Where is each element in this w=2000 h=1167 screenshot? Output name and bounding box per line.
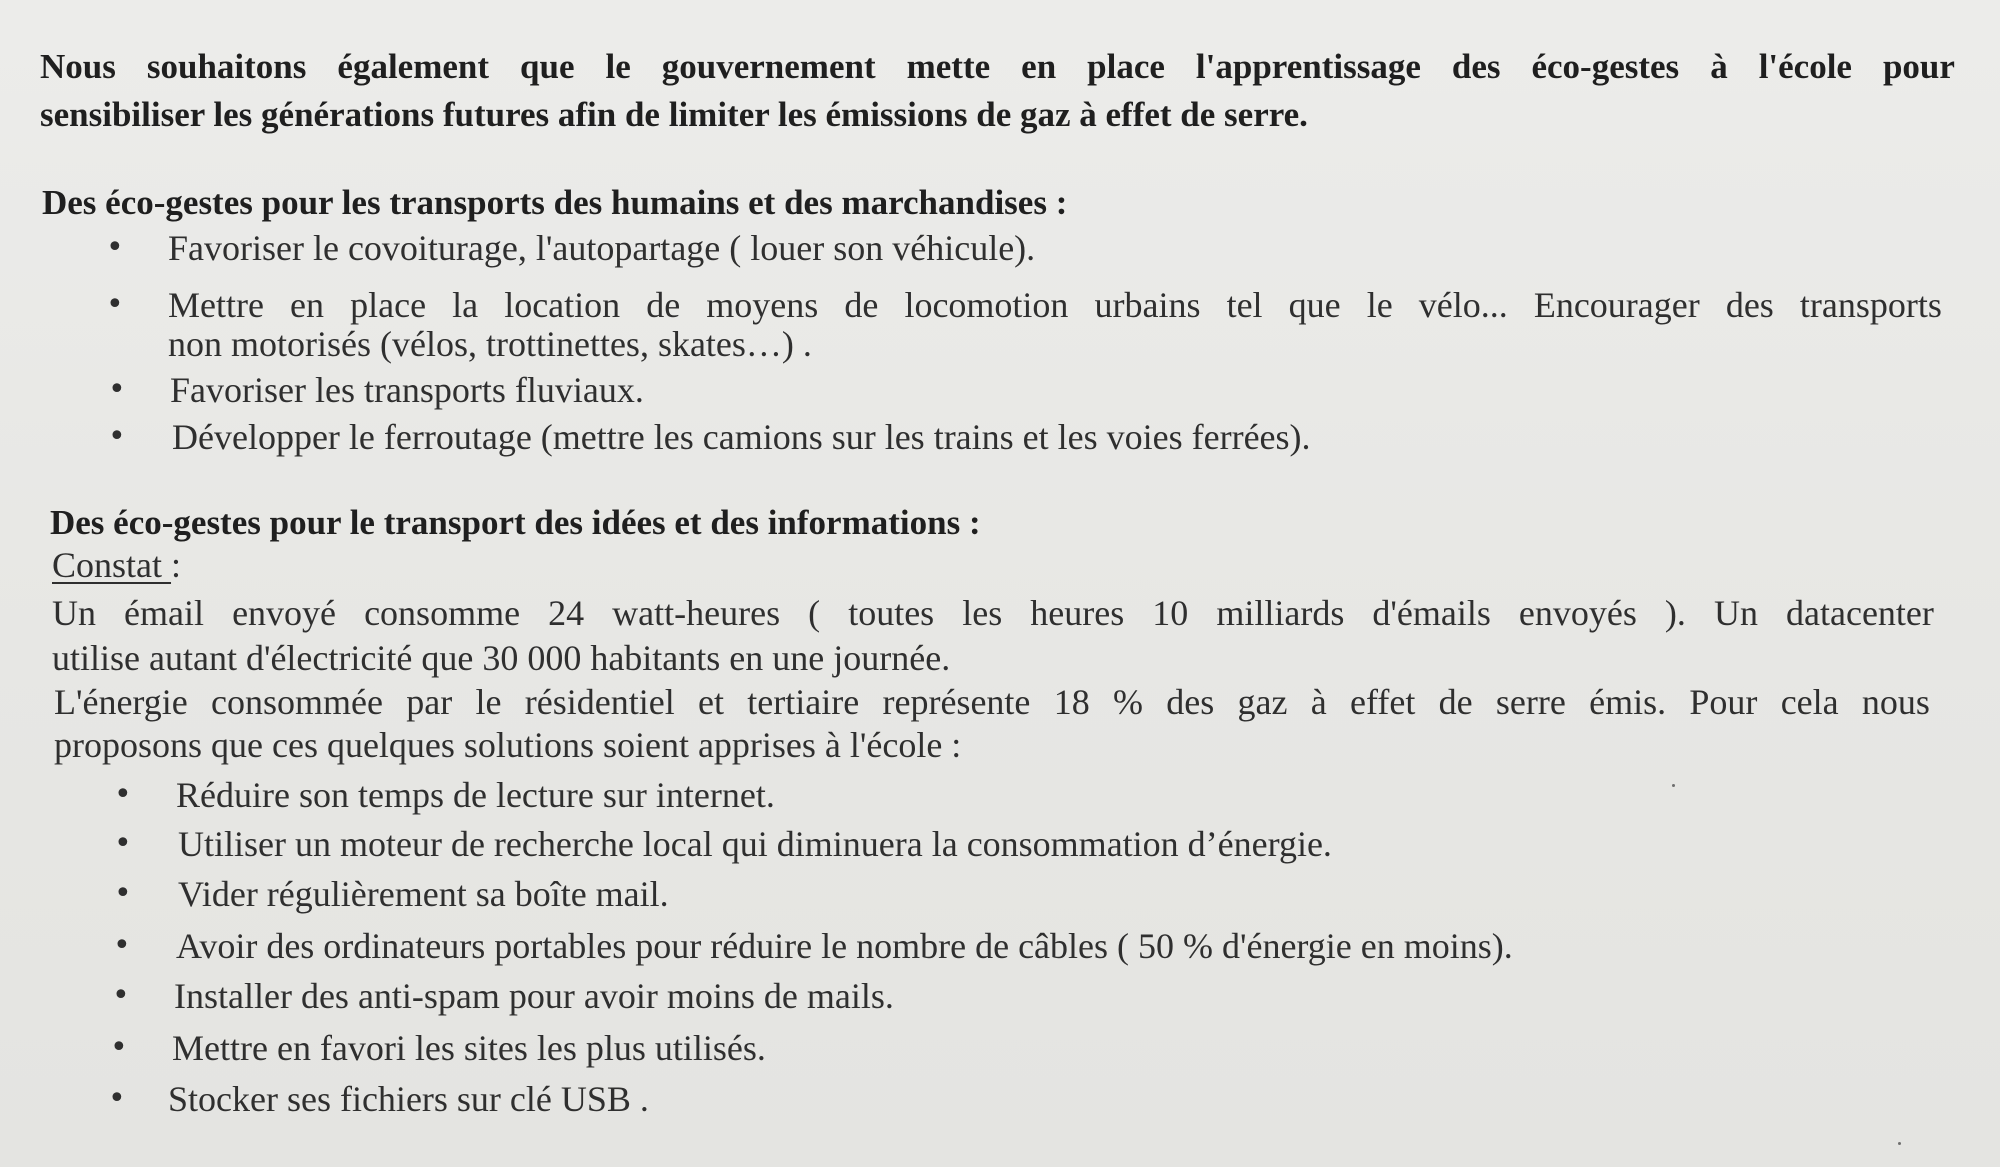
word: à: [1310, 682, 1327, 722]
scan-speck: [1898, 1142, 1901, 1145]
word: toutes: [848, 593, 935, 633]
ideas-item-1: Réduire son temps de lecture sur internet.: [176, 775, 775, 815]
word: en: [290, 285, 325, 325]
ideas-item-4: Avoir des ordinateurs portables pour réduire le nombre de câbles ( 50 % d'énergie en moins).: [176, 926, 1513, 966]
word: le: [1366, 285, 1393, 325]
ideas-item-3: Vider régulièrement sa boîte mail.: [178, 874, 669, 914]
word: serre: [1495, 682, 1566, 722]
transport-item-2-line-2: non motorisés (vélos, trottinettes, skates…) .: [168, 324, 812, 364]
word: de: [844, 285, 879, 325]
word: location: [504, 285, 621, 325]
bullet-icon: •: [110, 1030, 128, 1065]
word: nous: [1861, 682, 1930, 722]
word: des: [1451, 47, 1501, 86]
word: en: [1021, 47, 1057, 86]
word: et: [698, 682, 725, 722]
word: 18: [1053, 682, 1090, 722]
word: transports: [1799, 285, 1942, 325]
word: émis.: [1589, 682, 1667, 722]
word: envoyé: [232, 593, 337, 633]
word: Un: [1713, 593, 1758, 633]
word: watt-heures: [612, 593, 781, 633]
word: envoyés: [1518, 593, 1637, 633]
word: que: [520, 47, 575, 86]
constat-paragraph-1-line-2: utilise autant d'électricité que 30 000 habitants en une journée.: [52, 638, 951, 678]
word: cela: [1780, 682, 1839, 722]
scan-speck: [1672, 784, 1675, 787]
constat-colon: :: [171, 545, 182, 585]
word: vélo...: [1418, 285, 1508, 325]
word: des: [1725, 285, 1774, 325]
bullet-icon: •: [113, 928, 131, 963]
ideas-section-heading: Des éco-gestes pour le transport des idées et des informations :: [50, 503, 981, 542]
word: consommée: [211, 682, 383, 722]
word: les: [962, 593, 1003, 633]
word: que: [1288, 285, 1341, 325]
ideas-item-5: Installer des anti-spam pour avoir moins de mails.: [174, 976, 894, 1016]
word: 10: [1152, 593, 1189, 633]
transport-item-1: Favoriser le covoiturage, l'autopartage ( louer son véhicule).: [168, 228, 1036, 268]
word: Encourager: [1533, 285, 1700, 325]
bullet-icon: •: [108, 372, 126, 407]
word: de: [1438, 682, 1473, 722]
word: urbains: [1094, 285, 1201, 325]
word: de: [646, 285, 681, 325]
word: consomme: [364, 593, 521, 633]
bullet-icon: •: [114, 826, 132, 861]
word: à: [1710, 47, 1728, 86]
word: place: [1087, 47, 1165, 86]
word: émail: [124, 593, 205, 633]
word: (: [808, 593, 821, 633]
word: d'émails: [1372, 593, 1491, 633]
word: pour: [1882, 47, 1955, 86]
bullet-icon: •: [114, 777, 132, 812]
bullet-icon: •: [114, 876, 132, 911]
bullet-icon: •: [108, 1081, 126, 1116]
transport-item-2-line-1: [168, 283, 1942, 327]
word: ).: [1664, 593, 1686, 633]
bullet-icon: •: [108, 419, 126, 454]
intro-line-2: sensibiliser les générations futures afin de limiter les émissions de gaz à effet de serre.: [40, 95, 1308, 134]
word: Nous: [40, 47, 116, 86]
word: représente: [882, 682, 1031, 722]
word: gaz: [1237, 682, 1288, 722]
word: la: [452, 285, 479, 325]
intro-line-1: [40, 45, 1955, 89]
word: datacenter: [1786, 593, 1934, 633]
transport-item-4: Développer le ferroutage (mettre les camions sur les trains et les voies ferrées).: [172, 417, 1311, 457]
word: Un: [52, 593, 96, 633]
bullet-icon: •: [112, 978, 130, 1013]
transport-section-heading: Des éco-gestes pour les transports des humains et des marchandises :: [42, 183, 1068, 222]
word: 24: [548, 593, 585, 633]
word: résidentiel: [524, 682, 675, 722]
word: gouvernement: [661, 47, 876, 86]
transport-item-3: Favoriser les transports fluviaux.: [170, 370, 644, 410]
word: L'énergie: [54, 682, 188, 722]
word: également: [337, 47, 490, 86]
word: souhaitons: [146, 47, 307, 86]
constat-label: [52, 543, 181, 587]
word: milliards: [1216, 593, 1345, 633]
word: tertiaire: [747, 682, 860, 722]
word: moyens: [706, 285, 819, 325]
word: locomotion: [904, 285, 1069, 325]
word: effet: [1350, 682, 1416, 722]
constat-paragraph-2-line-1: [54, 680, 1930, 724]
constat-paragraph-2-line-2: proposons que ces quelques solutions soient apprises à l'école :: [54, 725, 962, 765]
word: %: [1112, 682, 1143, 722]
bullet-icon: •: [106, 287, 124, 322]
word: heures: [1030, 593, 1125, 633]
constat-paragraph-1-line-1: [52, 591, 1934, 635]
word: des: [1166, 682, 1215, 722]
word: place: [350, 285, 427, 325]
word: par: [406, 682, 453, 722]
bullet-icon: •: [106, 230, 124, 265]
word: tel: [1226, 285, 1263, 325]
word: Pour: [1689, 682, 1758, 722]
word: l'apprentissage: [1195, 47, 1421, 86]
word: le: [475, 682, 502, 722]
word: Mettre: [168, 285, 264, 325]
word: l'école: [1758, 47, 1852, 86]
ideas-item-2: Utiliser un moteur de recherche local qui diminuera la consommation d’énergie.: [178, 824, 1332, 864]
ideas-item-7: Stocker ses fichiers sur clé USB .: [168, 1079, 649, 1119]
word: le: [605, 47, 631, 86]
ideas-item-6: Mettre en favori les sites les plus utilisés.: [172, 1028, 766, 1068]
word: mette: [906, 47, 991, 86]
constat-label-text: Constat: [52, 545, 172, 585]
word: éco-gestes: [1531, 47, 1680, 86]
